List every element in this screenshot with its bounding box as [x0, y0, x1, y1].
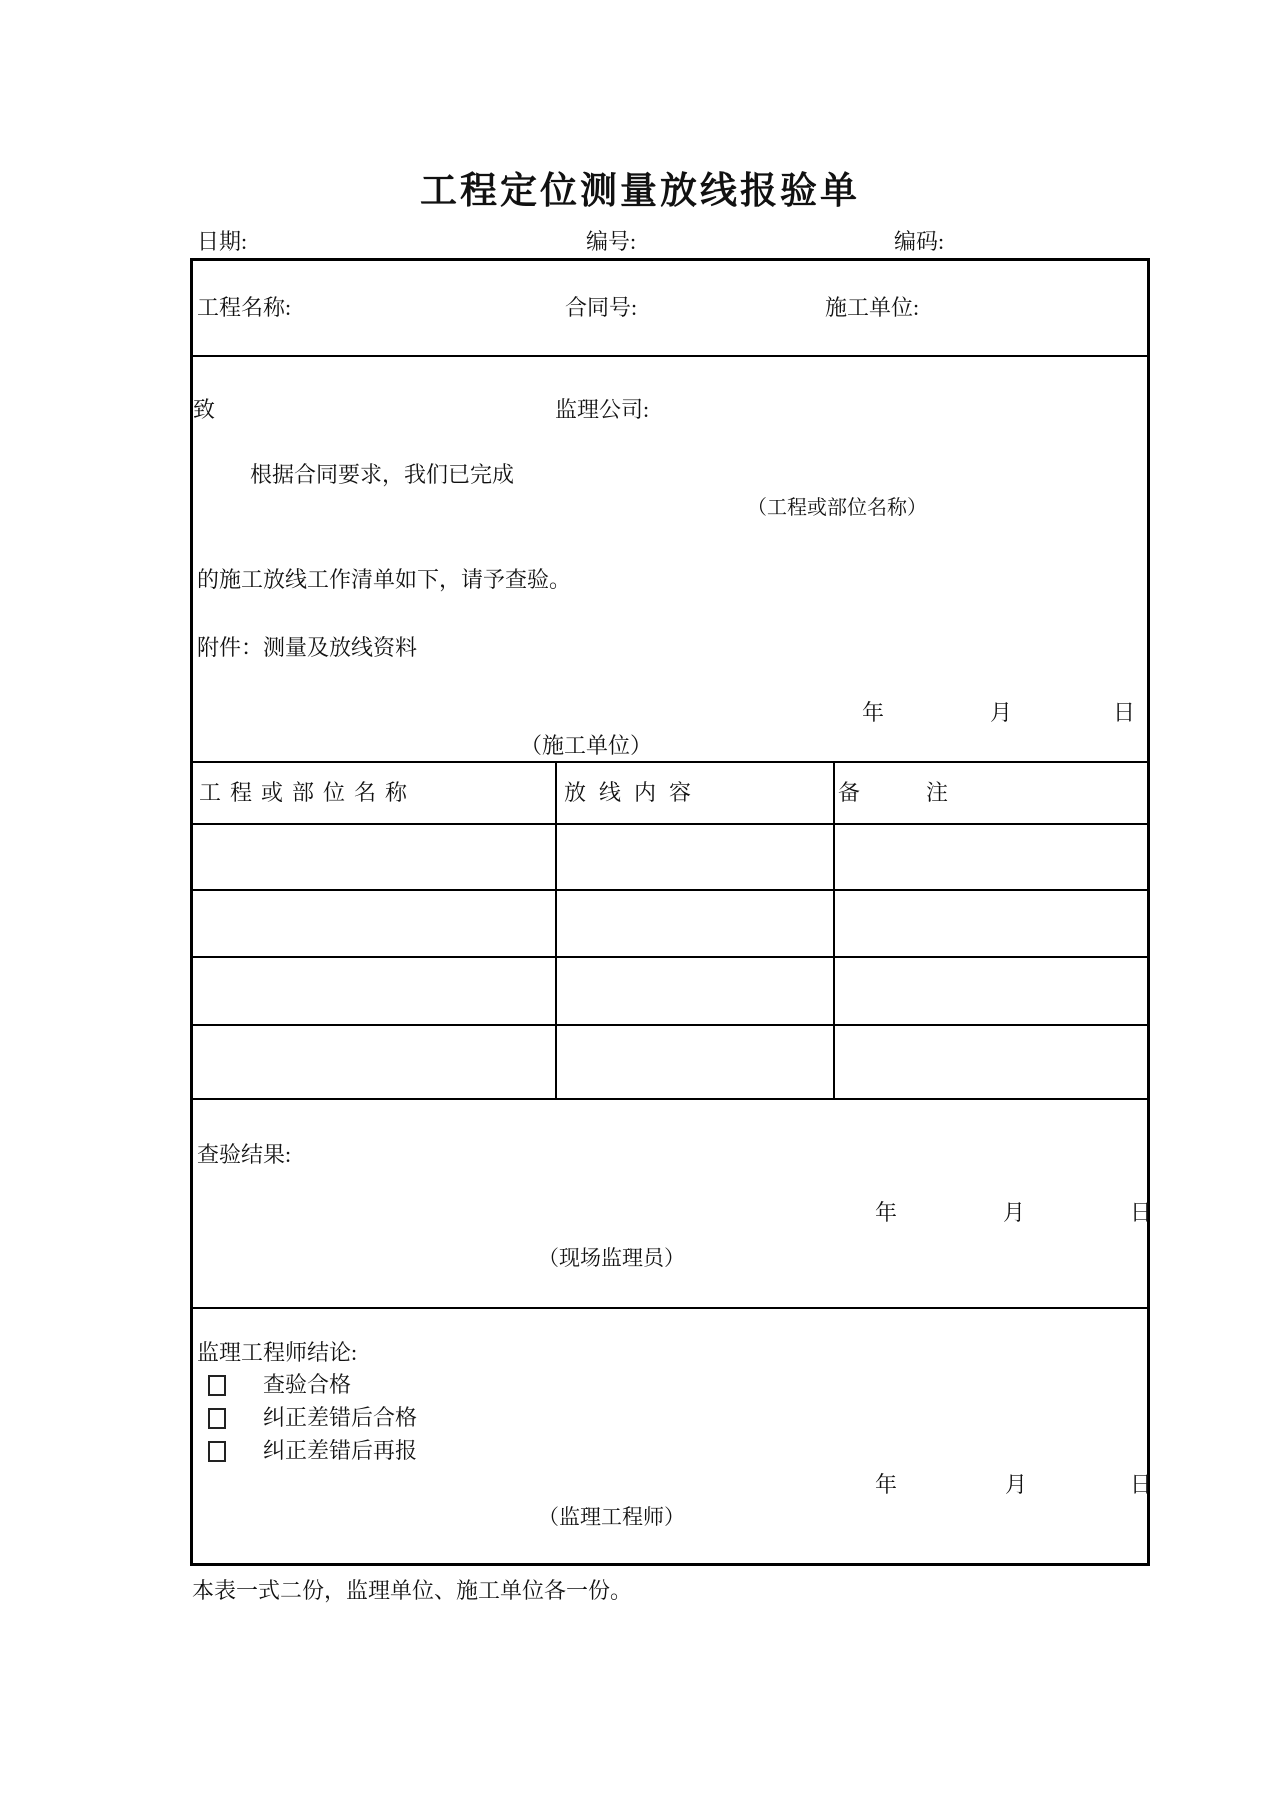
worklist-cell-r1c1[interactable]: [193, 826, 553, 887]
conclusion-option-label: 纠正差错后合格: [263, 1405, 418, 1431]
inspection-result-fill-area[interactable]: [330, 1138, 1050, 1190]
list-line: 的施工放线工作清单如下，请予查验。: [197, 567, 572, 592]
to-label: 致: [193, 397, 216, 422]
completed-line: 根据合同要求，我们已完成: [250, 462, 515, 487]
supervision-company-fill-area[interactable]: [660, 394, 960, 422]
code-fill-area[interactable]: [953, 226, 1143, 254]
checkbox-icon[interactable]: [208, 1408, 226, 1429]
worklist-cell-r2c1[interactable]: [193, 892, 553, 954]
section-divider: [190, 1098, 1150, 1100]
checkbox-icon[interactable]: [208, 1441, 226, 1462]
worklist-cell-r3c1[interactable]: [193, 959, 553, 1022]
month-fill-area[interactable]: [925, 1198, 997, 1224]
conclusion-option-row: [208, 1438, 417, 1464]
month-fill-area[interactable]: [927, 1470, 999, 1496]
code-label: 编码:: [894, 229, 945, 254]
worklist-cell-r1c3[interactable]: [835, 826, 1147, 887]
contractor-label: 施工单位:: [825, 295, 920, 320]
conclusion-option-label: 纠正差错后再报: [263, 1438, 418, 1464]
day-fill-area[interactable]: [1040, 698, 1108, 724]
conclusion-option-label: 查验合格: [263, 1372, 352, 1398]
row-divider: [190, 1024, 1150, 1026]
project-name-fill-area[interactable]: [305, 292, 525, 322]
part-name-fill-area[interactable]: [545, 459, 965, 489]
attachment-line: 附件：测量及放线资料: [197, 635, 418, 660]
year-fill-area[interactable]: [795, 1470, 871, 1496]
serial-label: 编号:: [586, 229, 637, 254]
conclusion-option-row: [208, 1405, 417, 1431]
month-label: 月: [1003, 1200, 1026, 1225]
day-label: 日: [1113, 700, 1136, 725]
row-divider: [190, 355, 1150, 357]
contract-no-label: 合同号:: [565, 295, 638, 320]
footer-note: 本表一式二份，监理单位、施工单位各一份。: [192, 1578, 633, 1603]
row-divider: [190, 956, 1150, 958]
worklist-col1-header: 工程或部位名称: [199, 780, 417, 805]
header-row-divider: [190, 823, 1150, 825]
day-fill-area[interactable]: [1055, 1198, 1123, 1224]
day-label: 日: [1130, 1472, 1153, 1497]
worklist-col3-header: 备注: [838, 780, 1015, 805]
page-title: 工程定位测量放线报验单: [420, 171, 860, 212]
part-name-hint: （工程或部位名称）: [747, 497, 927, 519]
worklist-col2-header: 放线内容: [564, 780, 705, 805]
year-fill-area[interactable]: [782, 698, 858, 724]
contract-no-fill-area[interactable]: [650, 292, 810, 322]
year-label: 年: [875, 1200, 898, 1225]
date-fill-area[interactable]: [255, 226, 505, 254]
row-divider: [190, 889, 1150, 891]
contractor-fill-area[interactable]: [935, 292, 1135, 322]
worklist-cell-r2c2[interactable]: [557, 892, 831, 954]
section-divider: [190, 761, 1150, 763]
worklist-cell-r4c1[interactable]: [193, 1027, 553, 1096]
month-fill-area[interactable]: [912, 698, 984, 724]
serial-fill-area[interactable]: [645, 226, 865, 254]
date-label: 日期:: [197, 229, 248, 254]
day-fill-area[interactable]: [1055, 1470, 1123, 1496]
worklist-cell-r4c2[interactable]: [557, 1027, 831, 1096]
month-label: 月: [990, 700, 1013, 725]
conclusion-option-row: [208, 1372, 351, 1398]
to-fill-area[interactable]: [225, 394, 545, 422]
contractor-signature-hint: （施工单位）: [520, 733, 653, 758]
project-name-label: 工程名称:: [197, 295, 292, 320]
conclusion-title-label: 监理工程师结论:: [197, 1340, 358, 1365]
worklist-cell-r3c3[interactable]: [835, 959, 1147, 1022]
worklist-cell-r1c2[interactable]: [557, 826, 831, 887]
month-label: 月: [1005, 1472, 1028, 1497]
worklist-cell-r4c3[interactable]: [835, 1027, 1147, 1096]
checkbox-icon[interactable]: [208, 1375, 226, 1396]
year-label: 年: [875, 1472, 898, 1497]
inspection-result-label: 查验结果:: [197, 1142, 292, 1167]
worklist-cell-r3c2[interactable]: [557, 959, 831, 1022]
day-label: 日: [1130, 1200, 1153, 1225]
worklist-cell-r2c3[interactable]: [835, 892, 1147, 954]
supervision-company-label: 监理公司:: [555, 397, 650, 422]
year-label: 年: [862, 700, 885, 725]
year-fill-area[interactable]: [795, 1198, 871, 1224]
supervising-engineer-signature-hint: （监理工程师）: [538, 1505, 685, 1529]
section-divider: [190, 1307, 1150, 1309]
site-supervisor-signature-hint: （现场监理员）: [538, 1246, 685, 1270]
